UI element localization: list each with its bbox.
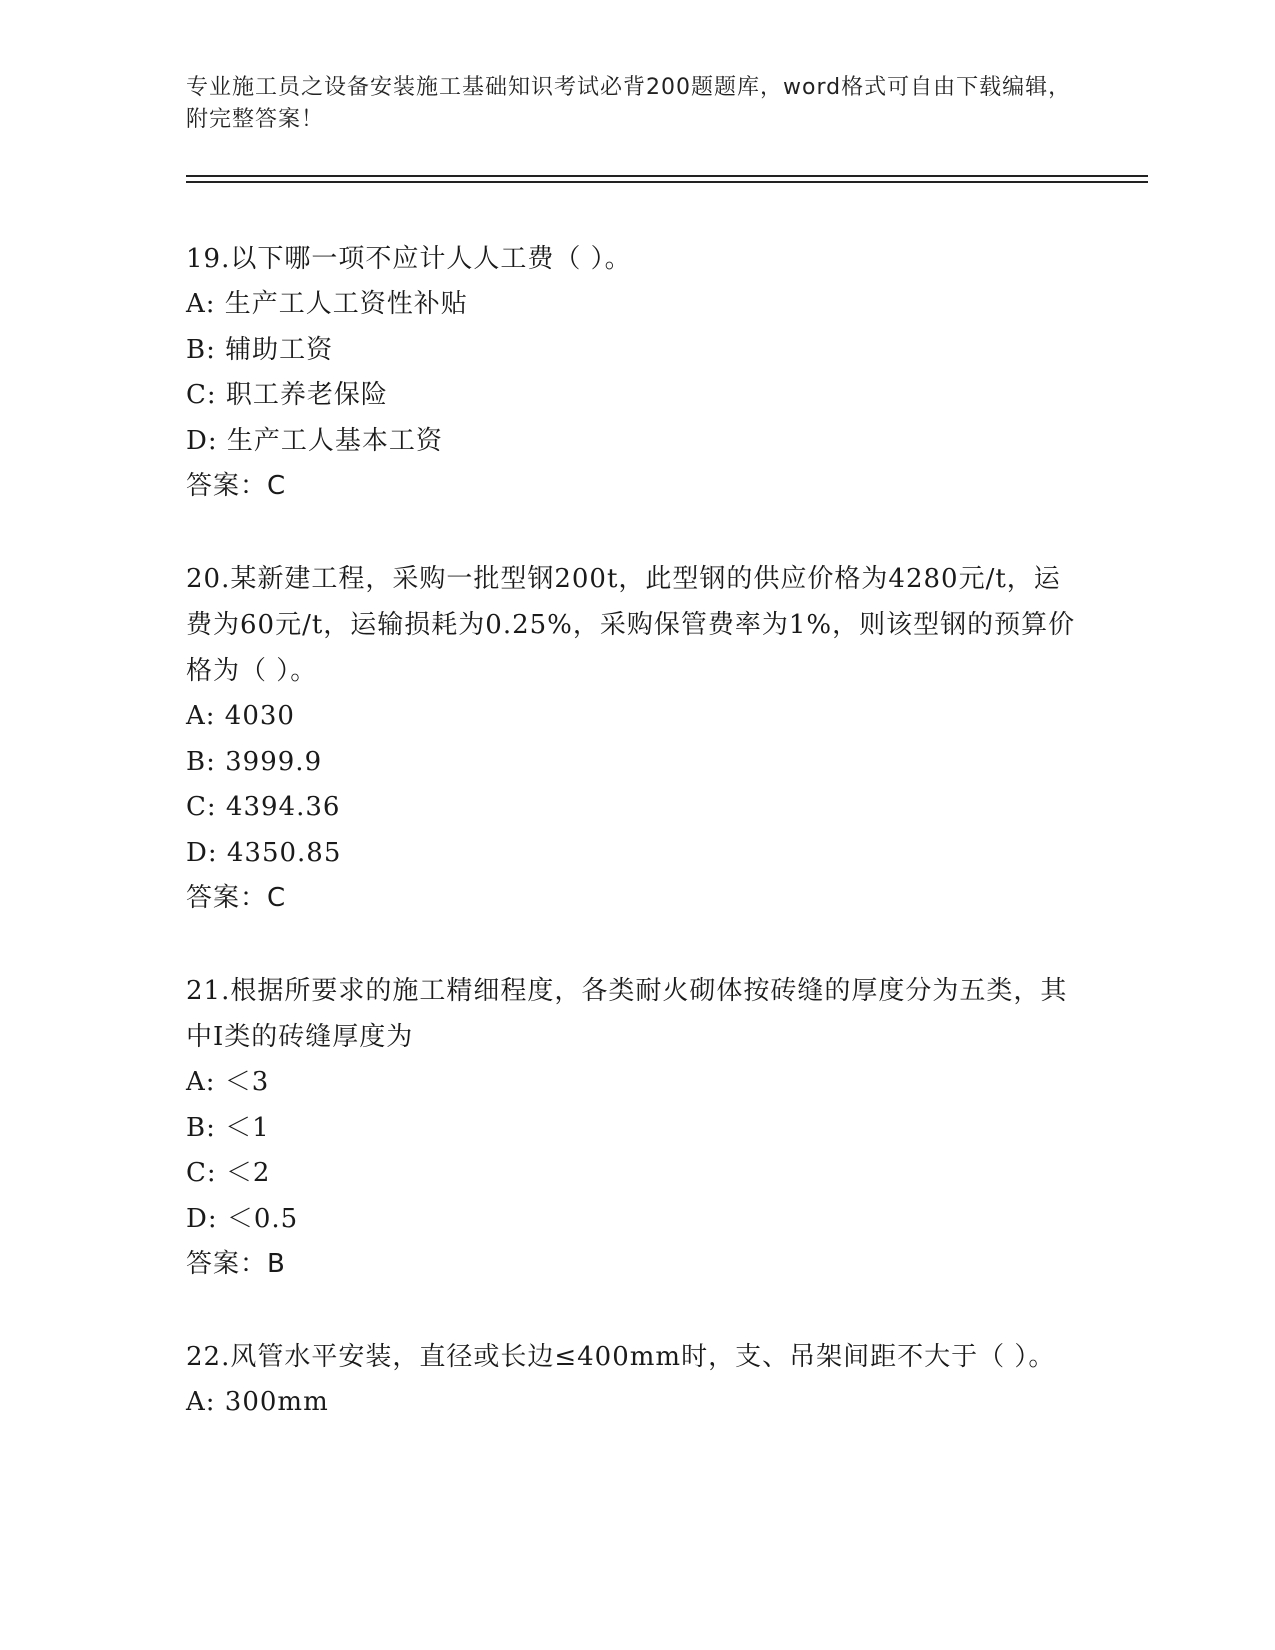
option-a: A: 4030 <box>186 701 295 731</box>
question-list <box>186 236 1086 1474</box>
option-d: D: 4350.85 <box>186 837 342 868</box>
question-text: 22.风管水平安装，直径或长边≤400mm时，支、吊架间距不大于（ ）。 <box>186 1342 1056 1372</box>
question-item <box>186 968 1086 1286</box>
option-a: A: 300mm <box>186 1387 329 1417</box>
option-b: B: 3999.9 <box>186 746 323 777</box>
question-text: 20.某新建工程，采购一批型钢200t，此型钢的供应价格为4280元/t，运费为60元/t，运输损耗为0.25%，采购保管费率为1%，则该型钢的预算价格为（ ）。 <box>186 564 1076 686</box>
option-b: B: ＜1 <box>186 1112 270 1143</box>
option-c: C: 职工养老保险 <box>186 380 388 410</box>
question-text: 19.以下哪一项不应计人人工费（ ）。 <box>186 244 632 274</box>
question-item <box>186 236 1086 508</box>
question-item <box>186 1334 1086 1426</box>
document-header: 专业施工员之设备安装施工基础知识考试必背200题题库，word格式可自由下载编辑，附完整答案！ <box>186 75 1072 132</box>
question-text: 21.根据所要求的施工精细程度，各类耐火砌体按砖缝的厚度分为五类，其中Ⅰ类的砖缝厚度为 <box>186 976 1068 1052</box>
header-divider-bottom <box>186 181 1148 183</box>
header-divider-top <box>186 175 1148 177</box>
answer-line: 答案：B <box>186 1249 286 1279</box>
option-a: A: 生产工人工资性补贴 <box>186 289 468 319</box>
option-d: D: 生产工人基本工资 <box>186 425 443 456</box>
option-c: C: 4394.36 <box>186 792 341 822</box>
option-a: A: ＜3 <box>186 1067 270 1097</box>
question-item <box>186 556 1086 920</box>
option-b: B: 辅助工资 <box>186 334 334 365</box>
option-c: C: ＜2 <box>186 1158 271 1188</box>
answer-line: 答案：C <box>186 883 287 913</box>
answer-line: 答案：C <box>186 471 287 501</box>
option-d: D: ＜0.5 <box>186 1203 299 1234</box>
